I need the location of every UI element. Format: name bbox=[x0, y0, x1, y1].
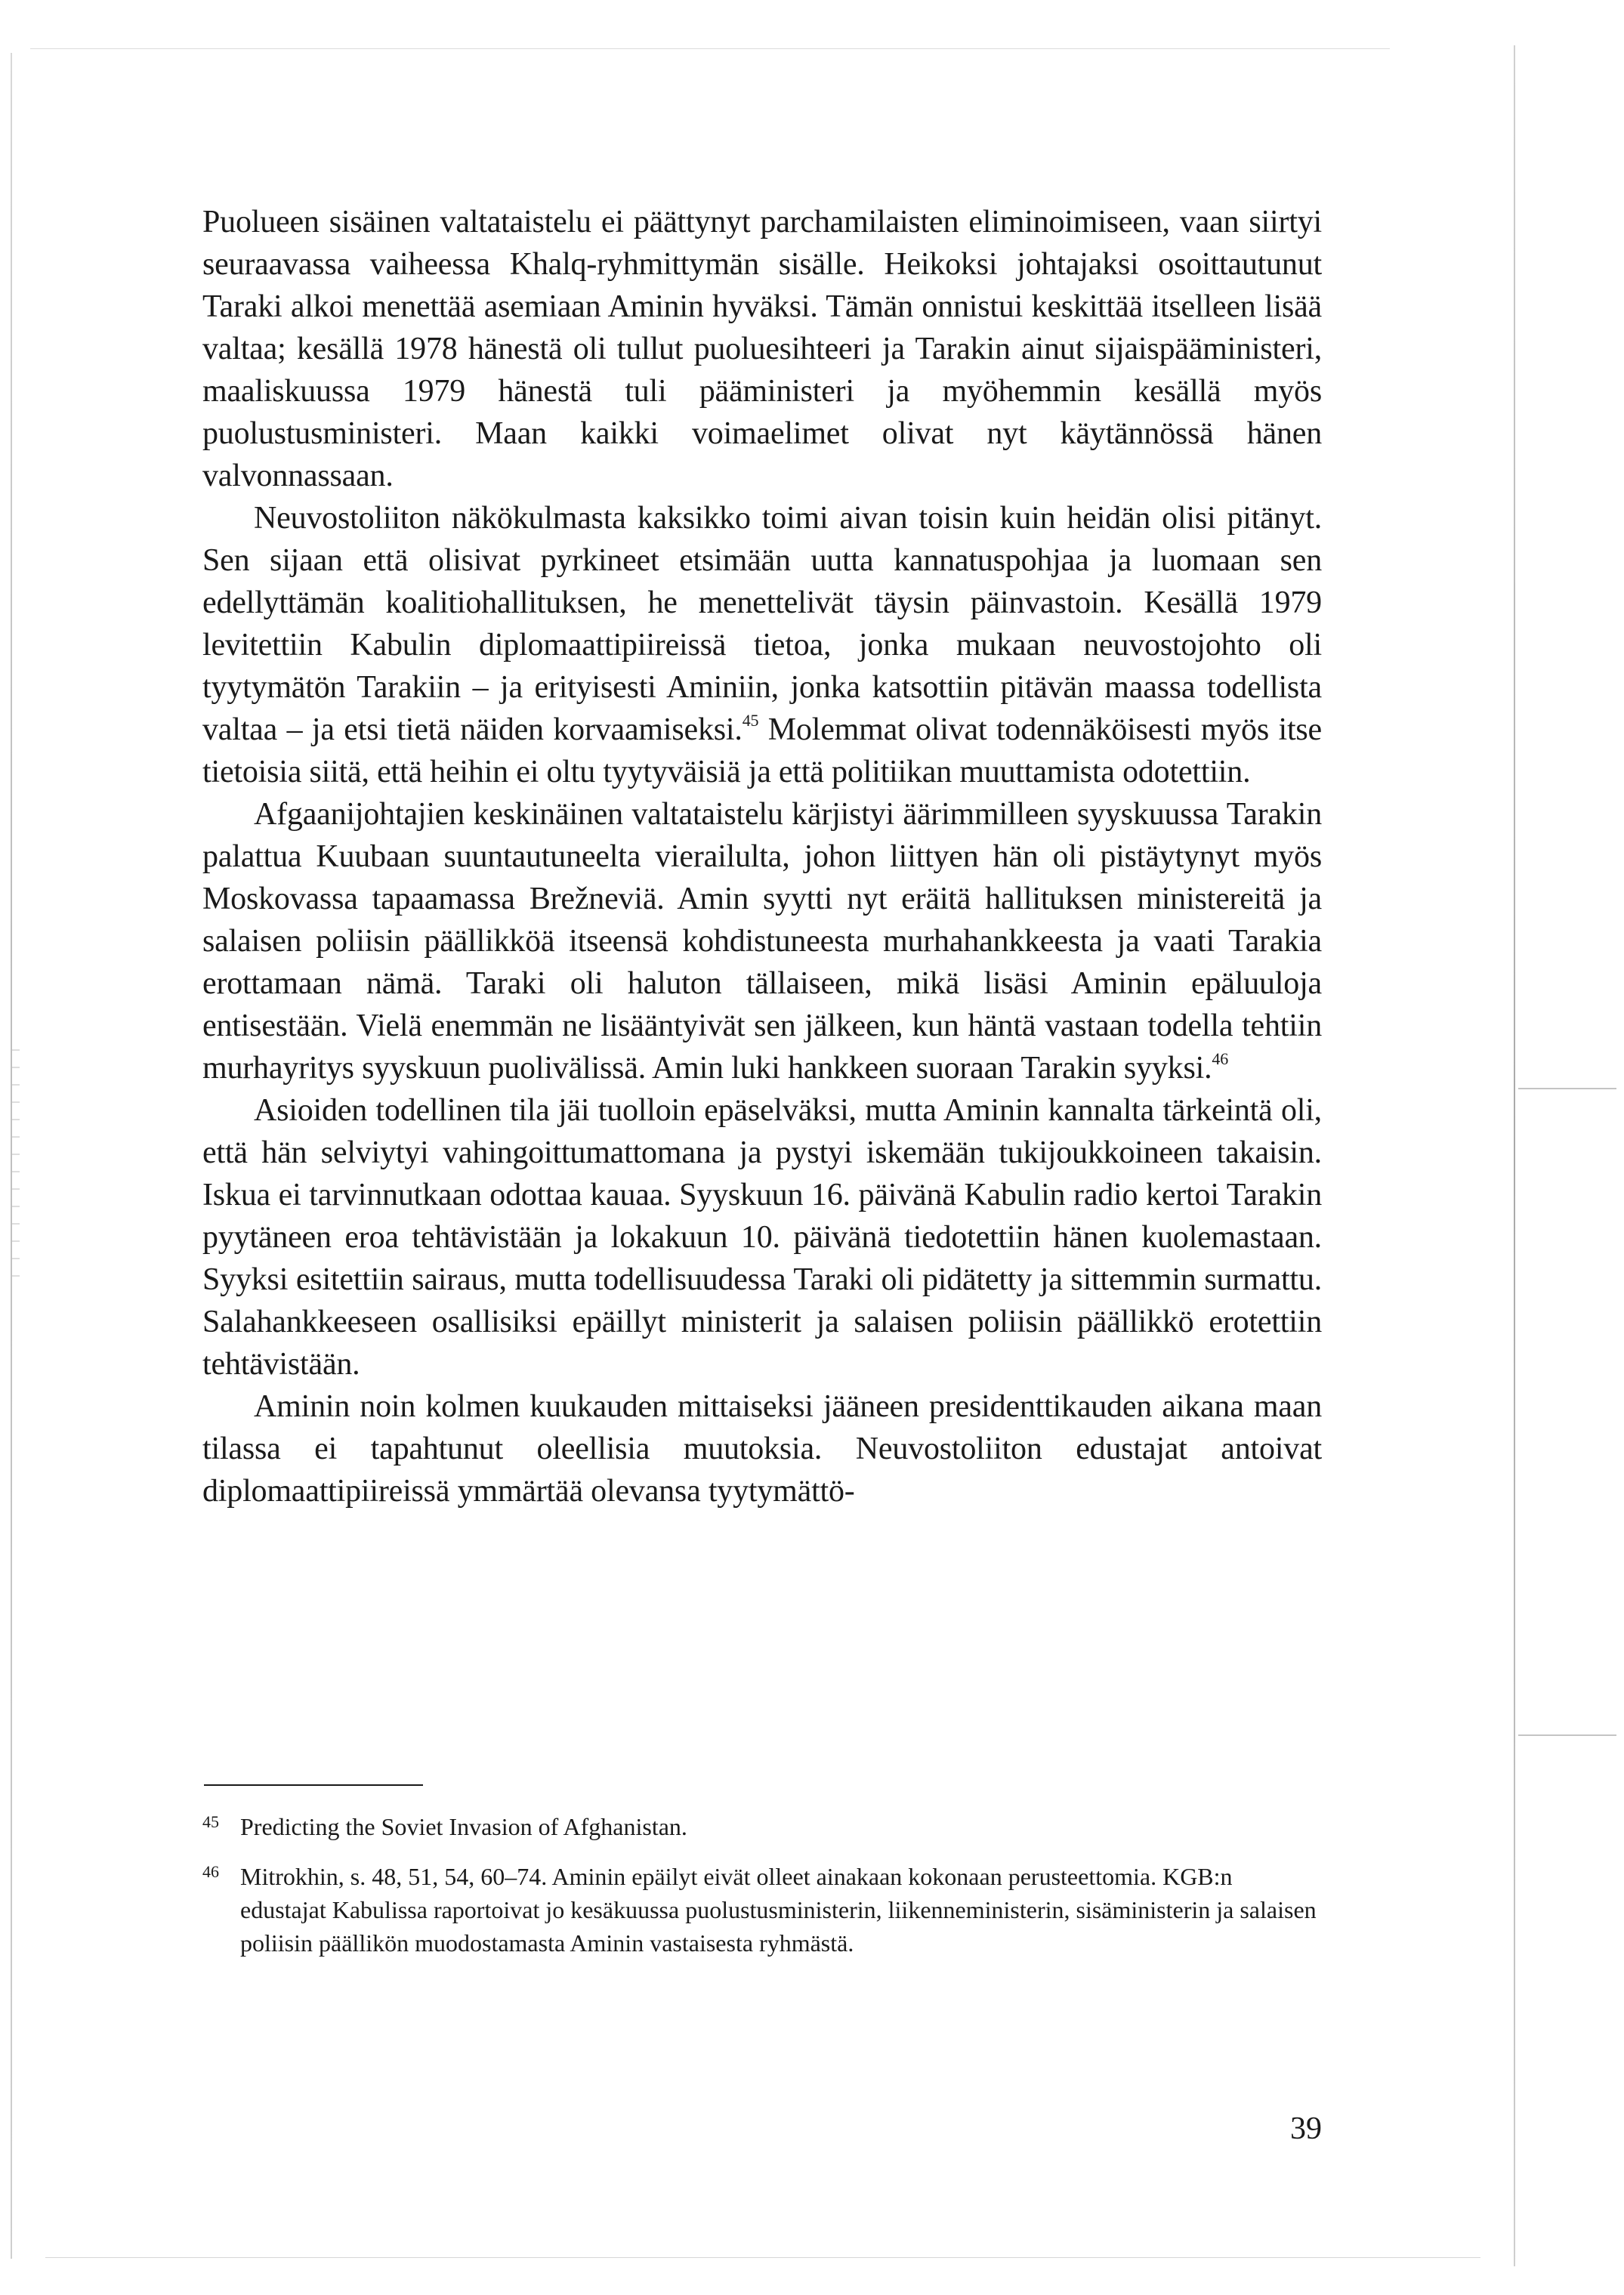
paragraph-text: Asioiden todellinen tila jäi tuolloin epäselväksi, mutta Aminin kannalta tärkeintä oli, että hän selviytyi vahingoittumattomana ja pystyi iskemään tukijoukkoineen takaisin. Iskua ei tarvinnutkaan odottaa kauaa. Syyskuun 16. päivänä Kabulin radio kertoi Tarakin pyytäneen eroa tehtävistään ja lokakuun 10. päivänä tiedotettiin hänen kuolemastaan. Syyksi esitettiin sairaus, mutta todellisuudessa Taraki oli pidätetty ja sittemmin surmattu. Salahankkeeseen osallisiksi epäillyt ministerit ja salaisen poliisin päällikkö erotettiin tehtävistään. bbox=[202, 1093, 1322, 1382]
page-body bbox=[202, 201, 1322, 1512]
footnote-mark: 46 bbox=[202, 1862, 219, 1881]
gutter-noise bbox=[12, 1042, 20, 1284]
bleed-mark bbox=[1518, 1734, 1616, 1736]
footnote-mark: 45 bbox=[202, 1812, 219, 1831]
paragraph-text: Neuvostoliiton näkökulmasta kaksikko toimi aivan toisin kuin heidän olisi pitänyt. Sen sijaan että olisivat pyrkineet etsimään uutta kannatuspohjaa ja luomaan sen edellyttämän koalitiohallituksen, he menettelivät täysin päinvastoin. Kesällä 1979 levitettiin Kabulin diplomaattipiireissä tietoa, jonka mukaan neuvostojohto oli tyytymätön Tarakiin – ja erityisesti Aminiin, jonka katsottiin pitävän maassa todellista valtaa – ja etsi tietä näiden korvaamiseksi. bbox=[202, 501, 1322, 747]
paragraph-text-continued: Molemmat olivat todennäköisesti myös itse tietoisia siitä, että heihin ei oltu tyytyväisiä ja että politiikan muuttamista odotettiin. bbox=[202, 712, 1322, 789]
footnote-text: Predicting the Soviet Invasion of Afghanistan. bbox=[240, 1813, 687, 1840]
paragraph-text: Puolueen sisäinen valtataistelu ei päättynyt parchamilaisten eliminoimiseen, vaan siirtyi seuraavassa vaiheessa Khalq-ryhmittymän sisälle. Heikoksi johtajaksi osoittautunut Taraki alkoi menettää asemiaan Aminin hyväksi. Tämän onnistui keskittää itselleen lisää valtaa; kesällä 1978 hänestä oli tullut puoluesihteeri ja Tarakin ainut sijaispääministeri, maaliskuussa 1979 hänestä tuli pääministeri ja myöhemmin kesällä myös puolustusministeri. Maan kaikki voimaelimet olivat nyt käytännössä hänen valvonnassaan. bbox=[202, 205, 1322, 493]
scan-edge-bottom bbox=[45, 2257, 1480, 2258]
paragraph bbox=[202, 497, 1322, 793]
paragraph bbox=[202, 793, 1322, 1089]
bleed-mark bbox=[1518, 1088, 1616, 1089]
footnote-text: Mitrokhin, s. 48, 51, 54, 60–74. Aminin epäilyt eivät olleet ainakaan kokonaan perusteettomia. KGB:n edustajat Kabulissa raportoivat jo kesäkuussa puolustusministerin, liikenneministerin, sisäministerin ja salaisen poliisin päällikön muodostamasta Aminin vastaisesta ryhmästä. bbox=[240, 1863, 1317, 1957]
paragraph bbox=[202, 1385, 1322, 1512]
paragraph bbox=[202, 1089, 1322, 1385]
scan-edge-top bbox=[30, 48, 1390, 49]
paragraph bbox=[202, 201, 1322, 497]
footnotes bbox=[202, 1810, 1322, 1976]
footnote-ref[interactable]: 45 bbox=[742, 711, 759, 730]
footnote-ref[interactable]: 46 bbox=[1212, 1049, 1229, 1068]
footnote-45 bbox=[202, 1810, 1322, 1843]
footnote-divider bbox=[204, 1784, 423, 1786]
paragraph-text: Afgaanijohtajien keskinäinen valtataistelu kärjistyi äärimmilleen syyskuussa Tarakin palattua Kuubaan suuntautuneelta vierailulta, johon liittyen hän oli pistäytynyt myös Moskovassa tapaamassa Brežneviä. Amin syytti nyt eräitä hallituksen ministereitä ja salaisen poliisin päällikköä itseensä kohdistuneesta murhahankkeesta ja vaati Tarakia erottamaan nämä. Taraki oli haluton tällaiseen, mikä lisäsi Aminin epäluuloja entisestään. Vielä enemmän ne lisääntyivät sen jälkeen, kun häntä vastaan todella tehtiin murhayritys syyskuun puolivälissä. Amin luki hankkeen suoraan Tarakin syyksi. bbox=[202, 797, 1322, 1086]
page-number: 39 bbox=[1290, 2111, 1322, 2146]
paragraph-text: Aminin noin kolmen kuukauden mittaiseksi jääneen presidenttikauden aikana maan tilassa ei tapahtunut oleellisia muutoksia. Neuvostoliiton edustajat antoivat diplomaattipiireissä ymmärtää olevansa tyytymättö- bbox=[202, 1389, 1322, 1509]
scan-edge-right bbox=[1514, 45, 1515, 2266]
footnote-46 bbox=[202, 1860, 1322, 1960]
